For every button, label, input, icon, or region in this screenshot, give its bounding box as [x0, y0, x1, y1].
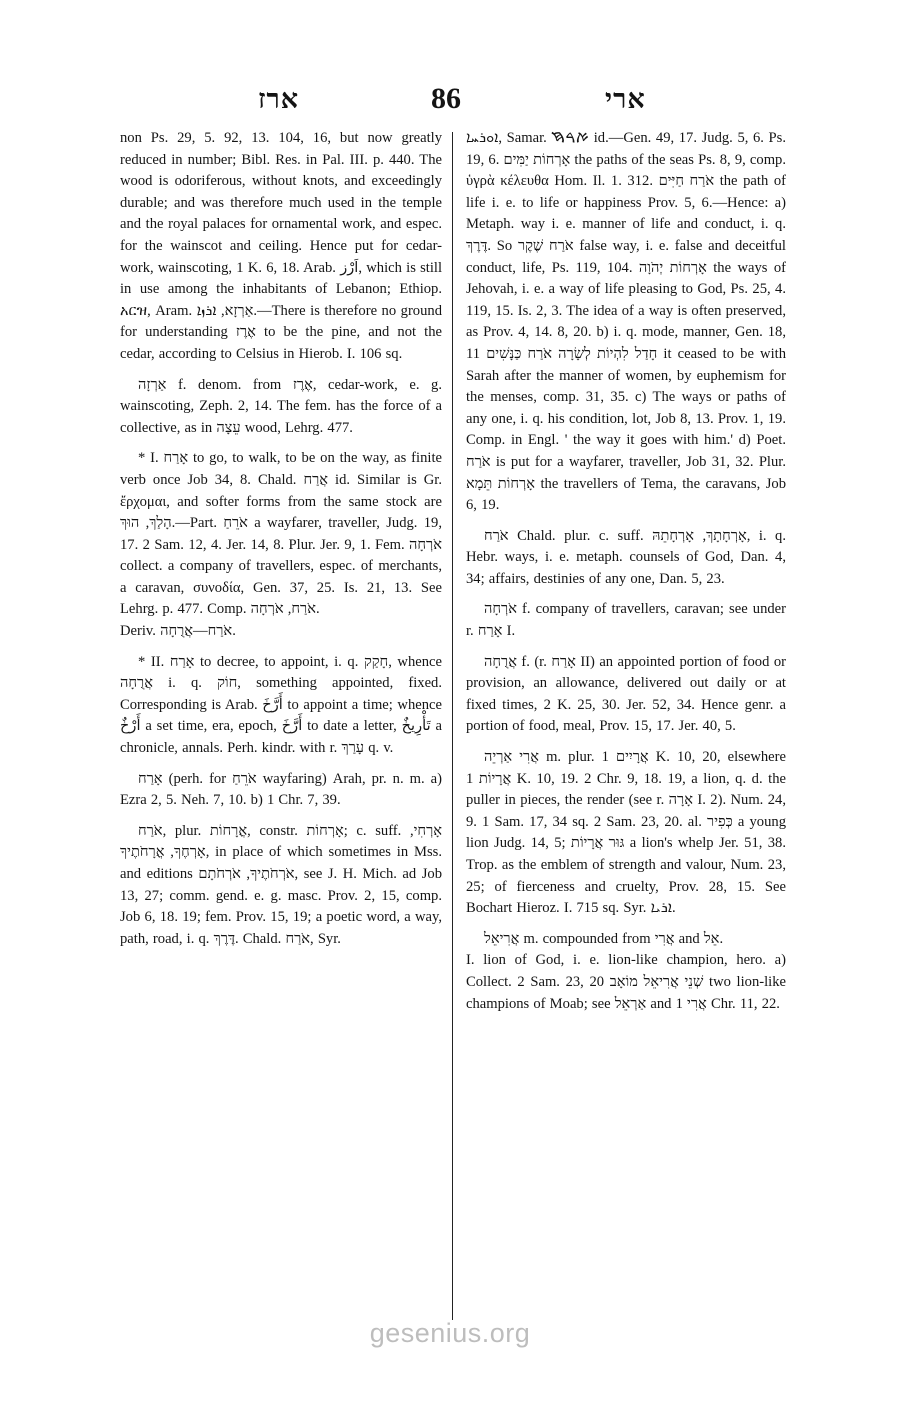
- page-header: [0, 84, 900, 124]
- entry-arah-proper-name: אָרַח (perh. for אֹרֵחַ wayfaring) Arah, pr. n. m. a) Ezra 2, 5. Neh. 7, 10. b) 1 Chr. 7, 39.: [120, 770, 442, 809]
- entry-cedar-continued: non Ps. 29, 5. 92, 13. 104, 16, but now greatly reduced in number; Bibl. Res. in Pal. III. p. 440. The wood is odoriferous, without knots, and exceedingly durable; and was therefore much used in the temple and the royal palaces for ornamental work, and espec. for the wainscot and ceiling. Hence put for cedar-work, wainscoting, 1 K. 6, 18. Arab. اَرْز, which is still in use among the inhabitants of Lebanon; Ethiop. አርዝ, Aram. אַרְזָא, ܐܪܙܐ.—There is therefore no ground for understanding אֶרֶז to be the pine, and not the cedar, according to Celsius in Hierob. I. 106 sq.: [120, 130, 443, 362]
- left-column: [120, 128, 442, 959]
- entry-aruchah: אֲרֻחָה f. (r. אָרַח II) an appointed portion of food or provision, an allowance, delivered out daily or at fixed times, 2 K. 25, 30. Jer. 52, 34. Hence genr. a portion of food, meal, Prov. 15, 17. Jer. 40, 5.: [466, 653, 786, 735]
- entry-arach-i: * I. אָרַח to go, to walk, to be on the way, as finite verb once Job 34, 8. Chald. אֲרַח id. Similar is Gr. ἔρχομαι, and softer forms from the same stock are הָלַךְ, הוּךְ.—Part. אֹרֵחַ a wayfarer, traveller, Judg. 19, 17. 2 Sam. 12, 4. Jer. 14, 8. Plur. Jer. 9, 1. Fem. אֹרְחָה collect. a company of travellers, espec. of merchants, a caravan, συνοδία, Gen. 37, 25. Is. 21, 13. See Lehrg. p. 477. Comp. אֹרַח, אֹרְחָה. Deriv. אֹרַח—אֲרֻחָה.: [120, 450, 442, 640]
- entry-ariel: אֲרִיאֵל m. compounded from אֲרִי and אֵל. I. lion of God, i. e. lion-like champion, hero. a) Collect. 2 Sam. 23, 20 שְׁנֵי אֲרִיאֵל מוֹאָב two lion-like champions of Moab; see אַרְאֵל and אֲרִי 1 Chr. 11, 22.: [466, 930, 786, 1012]
- entry-orchah: אֹרְחָה f. company of travellers, caravan; see under r. אָרַח I.: [466, 601, 786, 640]
- column-divider: [452, 132, 453, 1320]
- entry-arzah: אַרְזָה f. denom. from אֶרֶז, cedar-work, e. g. wainscoting, Zeph. 2, 14. The fem. has the force of a collective, as in עֵצָה wood, Lehrg. 477.: [120, 376, 442, 436]
- entry-ari-lion: אֲרִי אַרְיֵה m. plur. אֲרָיִים 1 K. 10, 20, elsewhere אֲרָיוֹת 1 K. 10, 19. 2 Chr. 9, 18. 19, a lion, q. d. the puller in pieces, the render (see r. אָרָה I. 2). Num. 24, 9. 1 Sam. 17, 34 sq. 2 Sam. 23, 20. al. כְּפִיר a young lion Judg. 14, 5; גּוּר אֲרָיוֹת a lion's whelp Jer. 51, 38. Trop. as the emblem of strength and valour, Num. 23, 25; of fierceness and cruelty, Prov. 28, 15. See Bochart Hieroz. I. 715 sq. Syr. ܐܪܝܐ.: [466, 749, 786, 917]
- right-running-headword: ארי: [605, 84, 646, 115]
- entry-orach-continued: ܐܘܪܚܐ, Samar. ࠀࠓࠇ id.—Gen. 49, 17. Judg. 5, 6. Ps. 19, 6. אָרְחוֹת יַמִּים the paths of the seas Ps. 8, 9, comp. ὑγρὰ κέλευθα Hom. Il. 1. 312. אֹרַח חַיִּים the path of life i. e. to life or happiness Prov. 5, 6.—Hence: a) Metaph. way i. e. manner of life and conduct, i. q. דֶּרֶךְ. So אֹרַח שֶׁקֶר false way, i. e. false and deceitful conduct, life, Ps. 119, 104. אָרְחוֹת יְהֹוָה the ways of Jehovah, i. e. a way of life pleasing to God, Ps. 25, 4. 119, 15. Is. 2, 3. The idea of a way is often preserved, as Prov. 4, 14. 8, 20. b) i. q. mode, manner, Gen. 18, 11 חָדַל לִהְיוֹת לְשָׂרָה אֹרַח כַּנָּשִׁים it ceased to be with Sarah after the manner of women, by euphemism for the menses, comp. 31, 35. c) The ways or paths of any one, i. q. his condition, lot, Job 8, 13. Prov. 1, 19. Comp. in Engl. ' the way it goes with him.' d) Poet. אֹרַח is put for a wayfarer, traveller, Job 31, 32. Plur. אָרְחוֹת תֵּמָא the travellers of Tema, the caravans, Job 6, 19.: [466, 130, 787, 514]
- entry-orach-chaldee: אֹרַח Chald. plur. c. suff. אָרְחָתָךְ, אָרְחָתֵהּ, i. q. Hebr. ways, i. e. metaph. counsels of God, Dan. 4, 34; affairs, destinies of any one, Dan. 5, 23.: [466, 527, 787, 587]
- entry-arach-ii: * II. אָרַח to decree, to appoint, i. q. חָקַק, whence אֲרֻחָה i. q. חוֹק, something appointed, fixed. Corresponding is Arab. أَرَّخَ to appoint a time; whence أَرْخٌ a set time, era, epoch, أَرَّخَ to date a letter, تَأْرِيخٌ a chronicle, annals. Perh. kindr. with r. עָרַךְ q. v.: [120, 653, 443, 757]
- site-watermark: gesenius.org: [369, 1318, 531, 1348]
- page-number: 86: [431, 82, 461, 115]
- left-running-headword: ארז: [258, 84, 300, 115]
- right-column: [466, 128, 786, 1024]
- entry-orach: אֹרַח, plur. אֳרָחוֹת, constr. אָרְחוֹת; c. suff. אָרְחִי, אָרְחֶךָ, אֳרָחֹתֶיךָ, in place of which sometimes in Mss. and editions אֹרְחֹתֶיךָ, אֹרְחֹתָם, see J. H. Mich. ad Job 13, 27; comm. gend. e. g. masc. Prov. 2, 15, comp. Job 6, 18. 19; fem. Prov. 15, 19; a poetic word, a way, path, road, i. q. דֶּרֶךְ. Chald. אֹרַח, Syr.: [120, 822, 442, 947]
